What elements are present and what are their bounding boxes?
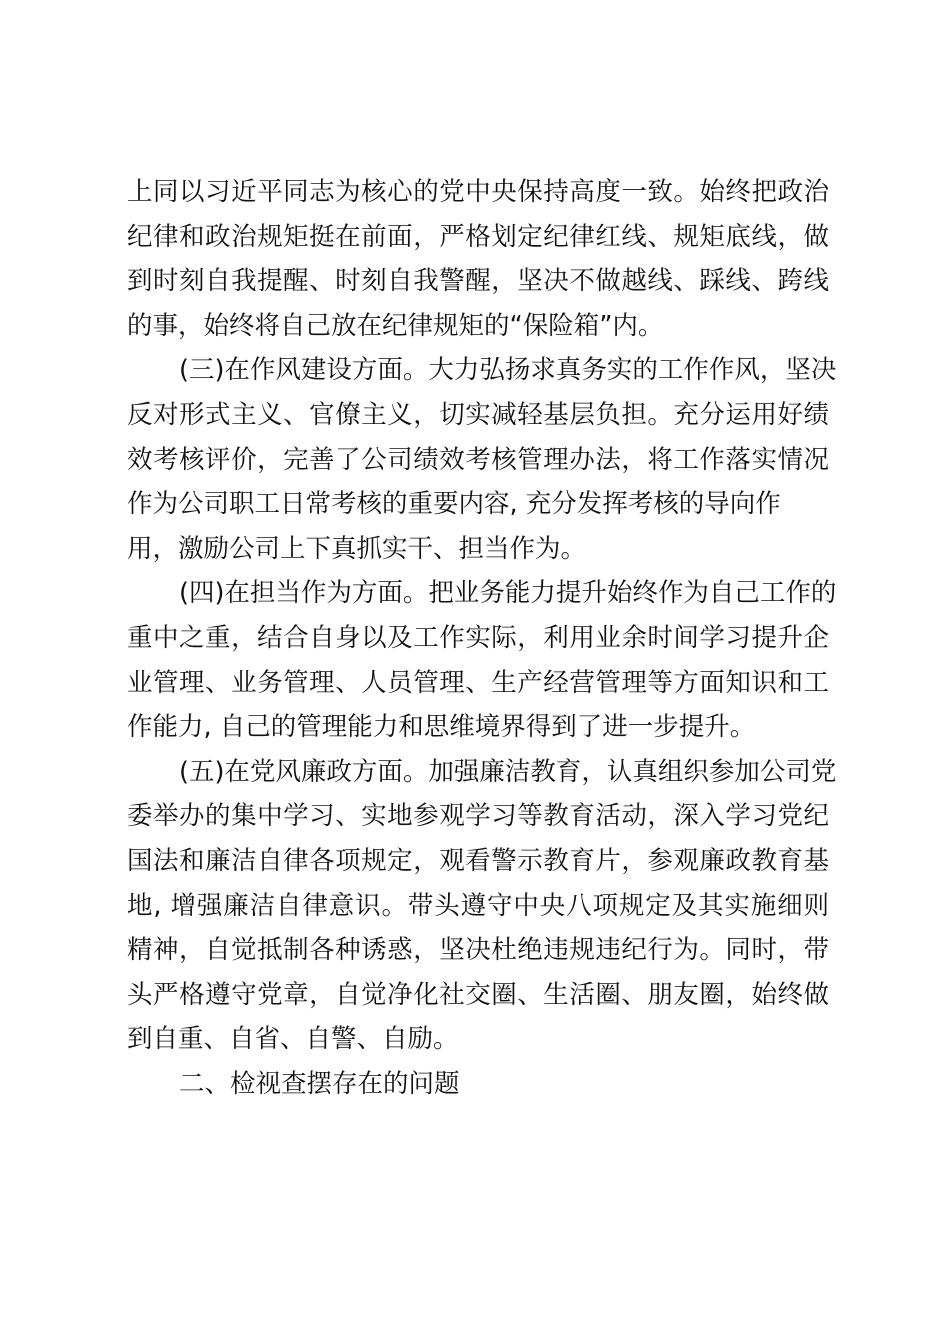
section-heading-line: (四)在担当作为方面。把业务能力提升始终作为自己工作的	[179, 578, 837, 609]
text-line: 委举办的集中学习、实地参观学习等教育活动，深入学习党纪	[127, 801, 829, 832]
text-line: 效考核评价，完善了公司绩效考核管理办法，将工作落实情况	[127, 444, 829, 475]
text-line: 业管理、业务管理、人员管理、生产经营管理等方面知识和工	[127, 667, 829, 698]
text-line: 的事，始终将自己放在纪律规矩的“保险箱”内。	[127, 310, 664, 341]
text-line: 上同以习近平同志为核心的党中央保持高度一致。始终把政治	[127, 177, 829, 207]
text-line: 作能力, 自己的管理能力和思维境界得到了进一步提升。	[127, 712, 756, 743]
text-line: 反对形式主义、官僚主义，切实减轻基层负担。充分运用好绩	[127, 399, 829, 430]
section-heading-line: (五)在党风廉政方面。加强廉洁教育，认真组织参加公司党	[179, 756, 837, 787]
text-line: 重中之重，结合自身以及工作实际，利用业余时间学习提升企	[127, 622, 829, 653]
text-line: 到时刻自我提醒、时刻自我警醒，坚决不做越线、踩线、跨线	[127, 266, 829, 297]
text-line: 到自重、自省、自警、自励。	[127, 1024, 459, 1055]
text-line: 纪律和政治规矩挺在前面，严格划定纪律红线、规矩底线，做	[127, 221, 829, 252]
text-line: 国法和廉洁自律各项规定，观看警示教育片，参观廉政教育基	[127, 845, 829, 876]
text-line: 地, 增强廉洁自律意识。带头遵守中央八项规定及其实施细则	[127, 890, 829, 921]
text-line: 作为公司职工日常考核的重要内容, 充分发挥考核的导向作	[127, 489, 781, 520]
chapter-heading: 二、检视查摆存在的问题	[179, 1068, 460, 1099]
text-line: 头严格遵守党章，自觉净化社交圈、生活圈、朋友圈，始终做	[127, 979, 829, 1010]
text-line: 精神，自觉抵制各种诱惑，坚决杜绝违规违纪行为。同时，带	[127, 935, 829, 966]
section-heading-line: (三)在作风建设方面。大力弘扬求真务实的工作作风，坚决	[179, 355, 837, 386]
document-body	[127, 170, 837, 1106]
text-line: 用，激励公司上下真抓实干、担当作为。	[127, 533, 587, 564]
